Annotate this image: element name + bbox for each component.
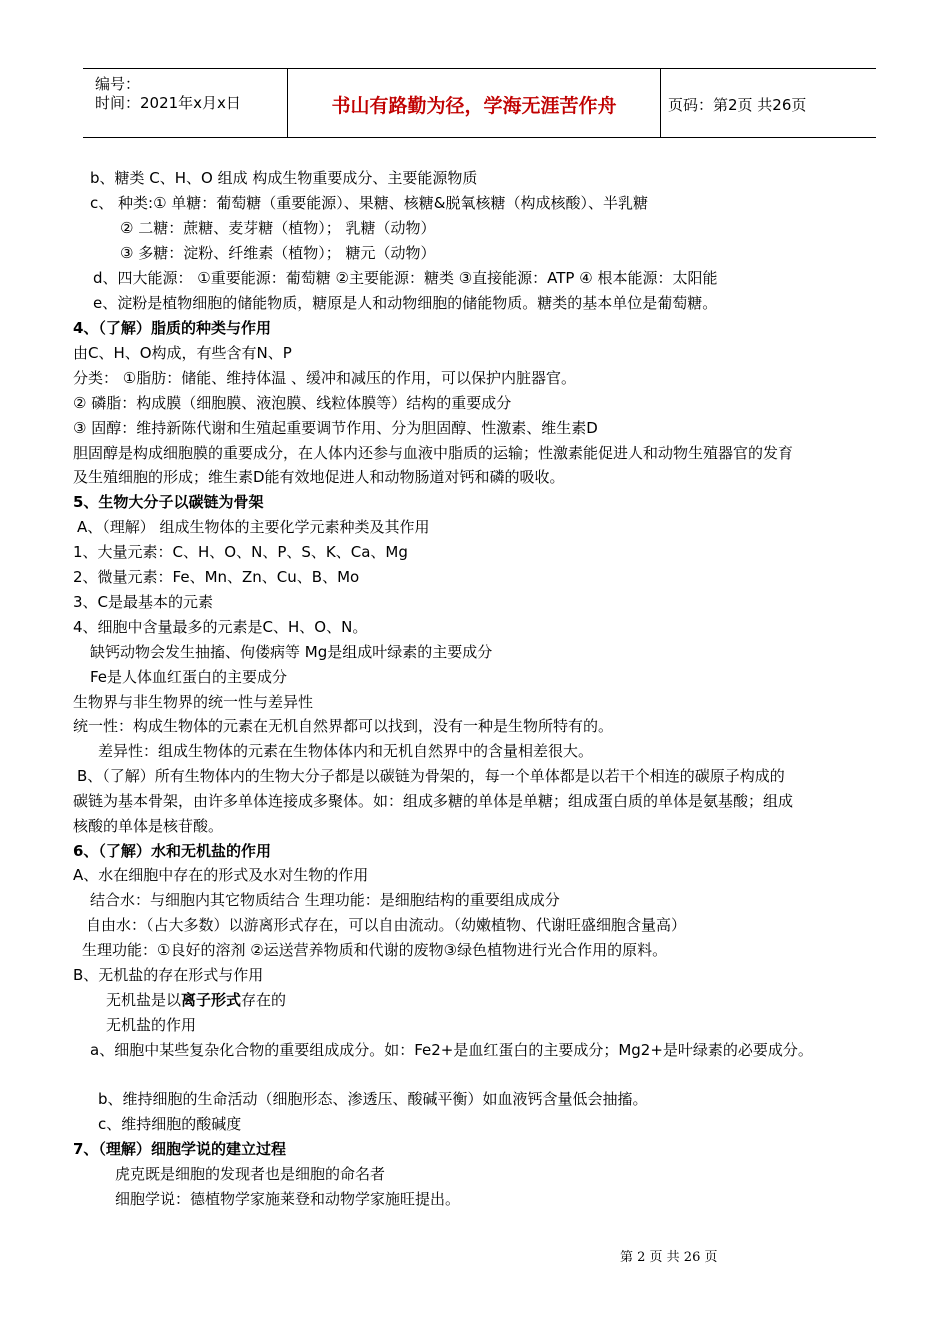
text-line: B、（了解）所有生物体内的生物大分子都是以碳链为骨架的，每一个单体都是以若干个相连的碳原子构成的 — [77, 767, 785, 785]
text-line: 结合水：与细胞内其它物质结合 生理功能：是细胞结构的重要组成成分 — [90, 891, 560, 909]
text-line: 及生殖细胞的形成；维生素D能有效地促进人和动物肠道对钙和磷的吸收。 — [73, 468, 565, 486]
text-line: 差异性：组成生物体的元素在生物体体内和无机自然界中的含量相差很大。 — [98, 742, 594, 760]
text-line: B、无机盐的存在形式与作用 — [73, 966, 264, 984]
header-page-number: 页码：第2页 共26页 — [668, 96, 807, 114]
text-line: c、维持细胞的酸碱度 — [98, 1115, 242, 1133]
text-line: b、糖类 C、H、O 组成 构成生物重要成分、主要能源物质 — [90, 169, 478, 187]
header-number: 编号： — [95, 75, 141, 93]
text-line: 无机盐的作用 — [106, 1016, 197, 1034]
text-line: a、细胞中某些复杂化合物的重要组成成分。如：Fe2+是血红蛋白的主要成分；Mg2+是叶绿素的必要成分。 — [90, 1041, 813, 1059]
section-heading: 6、（了解）水和无机盐的作用 — [73, 842, 271, 860]
text-line: 核酸的单体是核苷酸。 — [73, 817, 224, 835]
text-line: Fe是人体血红蛋白的主要成分 — [90, 668, 288, 686]
text-line: b、维持细胞的生命活动（细胞形态、渗透压、酸碱平衡）如血液钙含量低会抽搐。 — [98, 1090, 648, 1108]
ion-form-prefix: 无机盐是以 — [106, 991, 182, 1009]
text-line: 1、大量元素：C、H、O、N、P、S、K、Ca、Mg — [73, 543, 408, 561]
text-line: ③ 固醇：维持新陈代谢和生殖起重要调节作用、分为胆固醇、性激素、维生素D — [73, 419, 598, 437]
header-info-cell — [83, 69, 287, 137]
text-line: ② 二糖：蔗糖、麦芽糖（植物）； 乳糖（动物） — [120, 219, 436, 237]
text-line: 统一性：构成生物体的元素在无机自然界都可以找到，没有一种是生物所特有的。 — [73, 717, 614, 735]
text-line: 3、C是最基本的元素 — [73, 593, 214, 611]
text-line: 4、细胞中含量最多的元素是C、H、O、N。 — [73, 618, 368, 636]
text-line: 虎克既是细胞的发现者也是细胞的命名者 — [115, 1165, 386, 1183]
text-line: 由C、H、O构成，有些含有N、P — [73, 344, 292, 362]
text-line: 碳链为基本骨架，由许多单体连接成多聚体。如：组成多糖的单体是单糖；组成蛋白质的单体是氨基酸；组成 — [73, 792, 794, 810]
text-line: 2、微量元素：Fe、Mn、Zn、Cu、B、Mo — [73, 568, 360, 586]
text-line: 分类： ①脂肪：储能、维持体温 、缓冲和减压的作用，可以保护内脏器官。 — [73, 369, 576, 387]
header-motto-cell — [287, 69, 661, 137]
header-motto: 书山有路勤为径，学海无涯苦作舟 — [331, 95, 617, 117]
section-heading: 4、（了解）脂质的种类与作用 — [73, 319, 271, 337]
text-line: ③ 多糖：淀粉、纤维素（植物）； 糖元（动物） — [120, 244, 436, 262]
text-line: d、四大能源： ①重要能源：葡萄糖 ②主要能源：糖类 ③直接能源：ATP ④ 根本能源：太阳能 — [93, 269, 718, 287]
header-time: 时间：2021年x月x日 — [95, 94, 241, 112]
header-page-cell — [660, 69, 876, 137]
text-line: 缺钙动物会发生抽搐、佝偻病等 Mg是组成叶绿素的主要成分 — [90, 643, 493, 661]
text-line: A、水在细胞中存在的形式及水对生物的作用 — [73, 866, 369, 884]
text-line: c、 种类:① 单糖：葡萄糖（重要能源）、果糖、核糖&脱氧核糖（构成核酸）、半乳糖 — [90, 194, 648, 212]
text-line: A、（理解） 组成生物体的主要化学元素种类及其作用 — [77, 518, 430, 536]
text-line: e、淀粉是植物细胞的储能物质，糖原是人和动物细胞的储能物质。糖类的基本单位是葡萄糖。 — [93, 294, 718, 312]
text-line: 胆固醇是构成细胞膜的重要成分，在人体内还参与血液中脂质的运输；性激素能促进人和动物生殖器官的发育 — [73, 444, 794, 462]
text-line: 生物界与非生物界的统一性与差异性 — [73, 693, 314, 711]
text-line: 自由水：（占大多数）以游离形式存在，可以自由流动。（幼嫩植物、代谢旺盛细胞含量高） — [86, 916, 687, 934]
page-footer: 第 2 页 共 26 页 — [620, 1250, 718, 1265]
page-header — [83, 68, 876, 138]
text-line: 细胞学说：德植物学家施莱登和动物学家施旺提出。 — [115, 1190, 461, 1208]
text-line: 生理功能：①良好的溶剂 ②运送营养物质和代谢的废物③绿色植物进行光合作用的原料。 — [82, 941, 668, 959]
text-line: ② 磷脂：构成膜（细胞膜、液泡膜、线粒体膜等）结构的重要成分 — [73, 394, 512, 412]
section-heading: 5、生物大分子以碳链为骨架 — [73, 493, 264, 511]
ion-form-line — [106, 990, 286, 1010]
section-heading: 7、（理解）细胞学说的建立过程 — [73, 1140, 286, 1158]
ion-form-suffix: 存在的 — [241, 991, 287, 1009]
ion-form-emphasis: 离子形式 — [181, 991, 242, 1009]
